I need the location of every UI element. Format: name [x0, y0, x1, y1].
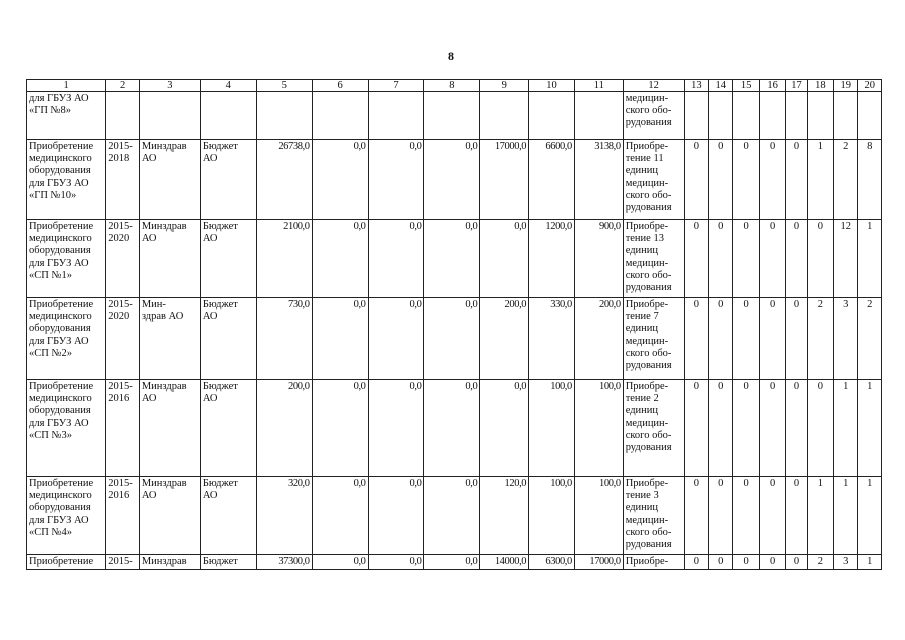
count-cell: 0	[733, 555, 759, 570]
executor-cell: Минздрав АО	[139, 477, 200, 555]
amount-cell	[424, 92, 480, 140]
activity-name-cell: Приобретение медицинского оборудования для ГБУЗ АО «СП №2»	[27, 298, 106, 380]
amount-cell: 0,0	[424, 298, 480, 380]
count-cell: 0	[684, 555, 708, 570]
table-row	[27, 140, 882, 220]
column-number-cell: 12	[623, 80, 684, 92]
amount-cell: 730,0	[256, 298, 312, 380]
indicator-cell: Приобре- тение 7 единиц медицин- ского обо- рудования	[623, 298, 684, 380]
column-number-cell: 7	[368, 80, 424, 92]
amount-cell: 0,0	[480, 380, 529, 477]
column-number-cell: 10	[529, 80, 575, 92]
amount-cell: 0,0	[368, 298, 424, 380]
column-number-cell: 15	[733, 80, 759, 92]
activity-name-cell: Приобретение медицинского оборудования для ГБУЗ АО «СП №4»	[27, 477, 106, 555]
count-cell: 0	[684, 220, 708, 298]
amount-cell	[312, 92, 368, 140]
column-number-cell: 14	[709, 80, 733, 92]
amount-cell	[368, 92, 424, 140]
column-number-cell: 20	[858, 80, 882, 92]
column-number-cell: 1	[27, 80, 106, 92]
count-cell: 1	[858, 477, 882, 555]
count-cell: 0	[733, 380, 759, 477]
activity-name-cell: Приобретение медицинского оборудования для ГБУЗ АО «СП №1»	[27, 220, 106, 298]
amount-cell	[256, 92, 312, 140]
count-cell: 0	[733, 477, 759, 555]
executor-cell: Минздрав	[139, 555, 200, 570]
count-cell: 0	[786, 140, 807, 220]
period-cell: 2015- 2016	[106, 477, 140, 555]
count-cell: 0	[709, 555, 733, 570]
count-cell	[807, 92, 833, 140]
amount-cell: 120,0	[480, 477, 529, 555]
table-row	[27, 298, 882, 380]
amount-cell: 0,0	[312, 220, 368, 298]
count-cell: 0	[786, 555, 807, 570]
count-cell: 1	[807, 140, 833, 220]
amount-cell: 0,0	[312, 298, 368, 380]
table-row	[27, 555, 882, 570]
amount-cell: 0,0	[368, 140, 424, 220]
column-number-cell: 3	[139, 80, 200, 92]
amount-cell: 37300,0	[256, 555, 312, 570]
count-cell: 0	[807, 220, 833, 298]
table-row	[27, 380, 882, 477]
column-number-cell: 18	[807, 80, 833, 92]
indicator-cell: Приобре-	[623, 555, 684, 570]
activity-name-cell: Приобретение медицинского оборудования для ГБУЗ АО «СП №3»	[27, 380, 106, 477]
count-cell: 0	[786, 298, 807, 380]
count-cell: 1	[858, 220, 882, 298]
count-cell: 1	[834, 477, 858, 555]
amount-cell: 100,0	[574, 380, 623, 477]
column-number-cell: 8	[424, 80, 480, 92]
amount-cell: 0,0	[424, 477, 480, 555]
amount-cell: 200,0	[480, 298, 529, 380]
period-cell	[106, 92, 140, 140]
indicator-cell: Приобре- тение 11 единиц медицин- ского обо- рудования	[623, 140, 684, 220]
count-cell: 0	[759, 298, 785, 380]
amount-cell: 0,0	[368, 555, 424, 570]
funding-source-cell: Бюджет	[200, 555, 256, 570]
count-cell: 0	[684, 477, 708, 555]
indicator-cell: медицин- ского обо- рудования	[623, 92, 684, 140]
count-cell: 0	[684, 380, 708, 477]
count-cell	[684, 92, 708, 140]
count-cell: 0	[759, 380, 785, 477]
table-row	[27, 92, 882, 140]
executor-cell: Минздрав АО	[139, 220, 200, 298]
amount-cell: 0,0	[368, 220, 424, 298]
amount-cell	[574, 92, 623, 140]
period-cell: 2015- 2020	[106, 220, 140, 298]
indicator-cell: Приобре- тение 3 единиц медицин- ского обо- рудования	[623, 477, 684, 555]
amount-cell: 0,0	[312, 477, 368, 555]
funding-source-cell: Бюджет АО	[200, 140, 256, 220]
funding-source-cell	[200, 92, 256, 140]
count-cell: 0	[759, 555, 785, 570]
amount-cell: 200,0	[574, 298, 623, 380]
count-cell	[858, 92, 882, 140]
count-cell: 0	[684, 140, 708, 220]
count-cell: 1	[834, 380, 858, 477]
amount-cell: 0,0	[424, 555, 480, 570]
activity-name-cell: для ГБУЗ АО «ГП №8»	[27, 92, 106, 140]
amount-cell: 6300,0	[529, 555, 575, 570]
count-cell: 0	[709, 380, 733, 477]
count-cell: 0	[709, 220, 733, 298]
amount-cell: 100,0	[529, 380, 575, 477]
count-cell	[786, 92, 807, 140]
activity-name-cell: Приобретение медицинского оборудования для ГБУЗ АО «ГП №10»	[27, 140, 106, 220]
count-cell: 0	[759, 220, 785, 298]
executor-cell: Минздрав АО	[139, 380, 200, 477]
table-row	[27, 477, 882, 555]
amount-cell: 100,0	[574, 477, 623, 555]
count-cell: 0	[733, 140, 759, 220]
count-cell	[759, 92, 785, 140]
column-number-cell: 4	[200, 80, 256, 92]
column-number-cell: 16	[759, 80, 785, 92]
period-cell: 2015-	[106, 555, 140, 570]
count-cell	[709, 92, 733, 140]
period-cell: 2015- 2016	[106, 380, 140, 477]
amount-cell: 200,0	[256, 380, 312, 477]
column-number-cell: 2	[106, 80, 140, 92]
count-cell: 12	[834, 220, 858, 298]
count-cell: 0	[786, 380, 807, 477]
count-cell: 0	[759, 140, 785, 220]
column-number-cell: 5	[256, 80, 312, 92]
amount-cell: 6600,0	[529, 140, 575, 220]
amount-cell	[529, 92, 575, 140]
amount-cell: 0,0	[424, 140, 480, 220]
amount-cell: 0,0	[312, 380, 368, 477]
amount-cell: 0,0	[312, 140, 368, 220]
column-number-cell: 13	[684, 80, 708, 92]
count-cell: 0	[684, 298, 708, 380]
program-activities-table	[26, 79, 882, 570]
count-cell: 2	[858, 298, 882, 380]
column-number-cell: 9	[480, 80, 529, 92]
amount-cell: 17000,0	[480, 140, 529, 220]
count-cell: 0	[759, 477, 785, 555]
amount-cell: 17000,0	[574, 555, 623, 570]
count-cell: 1	[858, 380, 882, 477]
count-cell: 0	[786, 477, 807, 555]
amount-cell: 0,0	[480, 220, 529, 298]
amount-cell: 0,0	[424, 220, 480, 298]
period-cell: 2015- 2020	[106, 298, 140, 380]
count-cell	[733, 92, 759, 140]
column-number-cell: 11	[574, 80, 623, 92]
amount-cell	[480, 92, 529, 140]
count-cell	[834, 92, 858, 140]
count-cell: 0	[709, 140, 733, 220]
count-cell: 0	[786, 220, 807, 298]
amount-cell: 14000,0	[480, 555, 529, 570]
amount-cell: 2100,0	[256, 220, 312, 298]
activity-name-cell: Приобретение	[27, 555, 106, 570]
count-cell: 2	[834, 140, 858, 220]
amount-cell: 900,0	[574, 220, 623, 298]
amount-cell: 0,0	[368, 477, 424, 555]
column-number-cell: 6	[312, 80, 368, 92]
column-number-row	[27, 80, 882, 92]
amount-cell: 3138,0	[574, 140, 623, 220]
amount-cell: 0,0	[424, 380, 480, 477]
count-cell: 1	[807, 477, 833, 555]
amount-cell: 330,0	[529, 298, 575, 380]
amount-cell: 320,0	[256, 477, 312, 555]
amount-cell: 0,0	[368, 380, 424, 477]
amount-cell: 26738,0	[256, 140, 312, 220]
executor-cell	[139, 92, 200, 140]
count-cell: 3	[834, 298, 858, 380]
count-cell: 2	[807, 555, 833, 570]
funding-source-cell: Бюджет АО	[200, 380, 256, 477]
count-cell: 0	[733, 220, 759, 298]
executor-cell: Мин- здрав АО	[139, 298, 200, 380]
funding-source-cell: Бюджет АО	[200, 298, 256, 380]
indicator-cell: Приобре- тение 2 единиц медицин- ского обо- рудования	[623, 380, 684, 477]
page-number: 8	[448, 49, 454, 63]
count-cell: 0	[709, 477, 733, 555]
period-cell: 2015- 2018	[106, 140, 140, 220]
column-number-cell: 17	[786, 80, 807, 92]
count-cell: 3	[834, 555, 858, 570]
indicator-cell: Приобре- тение 13 единиц медицин- ского обо- рудования	[623, 220, 684, 298]
count-cell: 0	[709, 298, 733, 380]
count-cell: 2	[807, 298, 833, 380]
funding-source-cell: Бюджет АО	[200, 220, 256, 298]
count-cell: 0	[733, 298, 759, 380]
amount-cell: 0,0	[312, 555, 368, 570]
executor-cell: Минздрав АО	[139, 140, 200, 220]
table-row	[27, 220, 882, 298]
count-cell: 0	[807, 380, 833, 477]
column-number-cell: 19	[834, 80, 858, 92]
funding-source-cell: Бюджет АО	[200, 477, 256, 555]
amount-cell: 100,0	[529, 477, 575, 555]
count-cell: 8	[858, 140, 882, 220]
amount-cell: 1200,0	[529, 220, 575, 298]
count-cell: 1	[858, 555, 882, 570]
